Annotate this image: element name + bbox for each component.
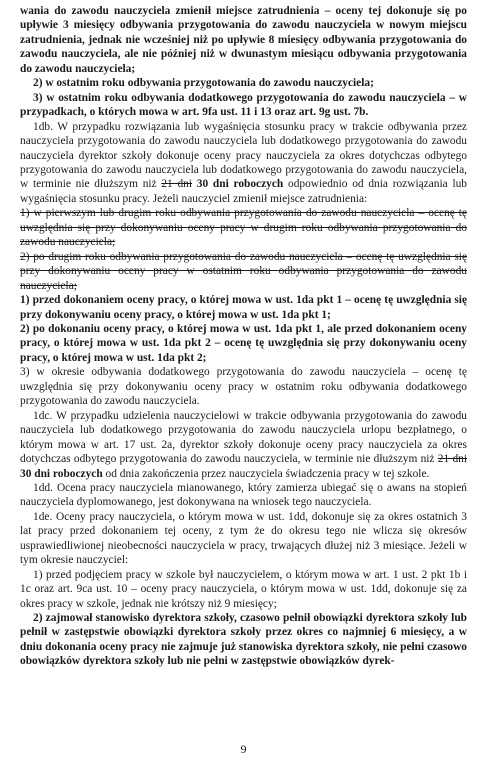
paragraph [20, 322, 467, 365]
text-run: 1) przed podjęciem pracy w szkole był nauczycielem, o którym mowa w art. 1 ust. 2 pkt 1b i 1c oraz art. 9ca ust. 10 – oceny pracy nauczyciela, o którym mowa w ust. 1dd, dokonuje się za okres pracy w szkole, jednak nie krótszy niż 9 miesięcy; [20, 568, 467, 610]
paragraph [20, 120, 467, 207]
amended-text: 1) przed dokonaniem oceny pracy, o której mowa w ust. 1da pkt 1 – ocenę tę uwzględnia się przy dokonywaniu oceny pracy, o której mowa w ust. 1da pkt 1; [20, 294, 467, 321]
paragraph [20, 510, 467, 568]
paragraph [20, 293, 467, 322]
text-run: od dnia zakończenia przez nauczyciela świadczenia pracy w tej szkole. [102, 467, 430, 480]
amended-text: wania do zawodu nauczyciela zmienił miejsce zatrudnienia – oceny tej dokonuje się po upływie 3 miesięcy odbywania przygotowania do zawodu nauczyciela w nowym miejscu zatrudnienia, jednak nie wcześniej niż po upływie 8 miesięcy odbywania przygotowania do zawodu nauczyciela, ale nie później niż w dwunastym miesiącu odbywania przygotowania do zawodu nauczyciela; [20, 5, 467, 75]
paragraph [20, 76, 467, 90]
text-run: 1dc. W przypadku udzielenia nauczycielowi w trakcie odbywania przygotowania do zawodu nauczyciela lub dodatkowego przygotowania do zawodu nauczyciela urlopu bezpłatnego, o którym mowa w art. 17 ust. 2a, dyrektor szkoły dokonuje oceny pracy nauczyciela za okres dotychczas odbytego przygotowania do zawodu nauczyciela, w terminie nie dłuższym niż [20, 409, 467, 466]
paragraph [20, 250, 467, 293]
paragraph [20, 611, 467, 669]
struck-text: 21 dni [437, 453, 468, 466]
paragraph [20, 206, 467, 249]
amended-text: 2) zajmował stanowisko dyrektora szkoły, czasowo pełnił obowiązki dyrektora szkoły lub pełnił w zastępstwie obowiązki dyrektora szkoły przez okres co najmniej 6 miesięcy, a w dniu dokonania oceny pracy nie zajmuje już stanowiska dyrektora szkoły, nie pełni czasowo obowiązków dyrektora szkoły lub nie pełni w zastępstwie obowiązków dyrek- [20, 612, 467, 668]
struck-text: 1) w pierwszym lub drugim roku odbywania przygotowania do zawodu nauczyciela – ocenę tę uwzględnia się przy dokonywaniu oceny pracy w drugim roku odbywania przygotowania do zawodu nauczyciela; [20, 207, 467, 249]
text-run: 1dd. Ocena pracy nauczyciela mianowanego, który zamierza ubiegać się o awans na stopień nauczyciela dyplomowanego, jest dokonywana na wniosek tego nauczyciela. [20, 481, 467, 509]
amended-text: 30 dni roboczych [192, 178, 284, 191]
amended-text: 30 dni roboczych [20, 467, 103, 480]
paragraph [20, 481, 467, 510]
text-run: 1de. Oceny pracy nauczyciela, o którym mowa w ust. 1dd, dokonuje się za okres ostatnich 3 lat pracy przed dokonaniem tej oceny, z tym że do okresu tego nie wlicza się okresów usprawiedliwionej nieobecności nauczyciela w pracy, trwających dłużej niż 3 miesiące. Jeżeli w tym okresie nauczyciel: [20, 510, 467, 567]
paragraph [20, 91, 467, 120]
paragraph [20, 365, 467, 408]
struck-text: 21 dni [161, 178, 193, 191]
page-number: 9 [240, 742, 247, 756]
text-run: 3) w okresie odbywania dodatkowego przygotowania do zawodu nauczyciela – ocenę tę uwzględnia się przy dokonywaniu oceny pracy w ostatnim roku odbywania dodatkowego przygotowania do zawodu nauczyciela. [20, 366, 467, 408]
amended-text: 3) w ostatnim roku odbywania dodatkowego przygotowania do zawodu nauczyciela – w przypadkach, o których mowa w art. 9fa ust. 11 i 13 oraz art. 9g ust. 7b. [20, 91, 467, 119]
paragraph [20, 4, 467, 76]
document-page [20, 4, 467, 669]
struck-text: 2) po drugim roku odbywania przygotowania do zawodu nauczyciela – ocenę tę uwzględnia się przy dokonywaniu oceny pracy w ostatnim roku odbywania przygotowania do zawodu nauczyciela; [20, 250, 467, 292]
amended-text: 2) po dokonaniu oceny pracy, o której mowa w ust. 1da pkt 1, ale przed dokonaniem oceny pracy, o której mowa w ust. 1da pkt 2 – ocenę tę uwzględnia się przy dokonywaniu oceny pracy, o której mowa w ust. 1da pkt 2; [20, 322, 467, 364]
paragraph [20, 568, 467, 611]
paragraph [20, 409, 467, 481]
text-run: 1db. W przypadku rozwiązania lub wygaśnięcia stosunku pracy w trakcie odbywania przez nauczyciela przygotowania do zawodu nauczyciela lub dodatkowego przygotowania do zawodu nauczyciela dyrektor szkoły dokonuje oceny pracy nauczyciela za okres dotychczas odbytego przygotowania do zawodu nauczyciela lub dodatkowego przygotowania do zawodu nauczyciela, w terminie nie dłuższym niż [20, 120, 467, 191]
text-run: odpowiednio od dnia rozwiązania lub wygaśnięcia stosunku pracy. Jeżeli nauczyciel zmienił miejsce zatrudnienia: [20, 178, 468, 205]
amended-text: 2) w ostatnim roku odbywania przygotowania do zawodu nauczyciela; [33, 77, 374, 90]
